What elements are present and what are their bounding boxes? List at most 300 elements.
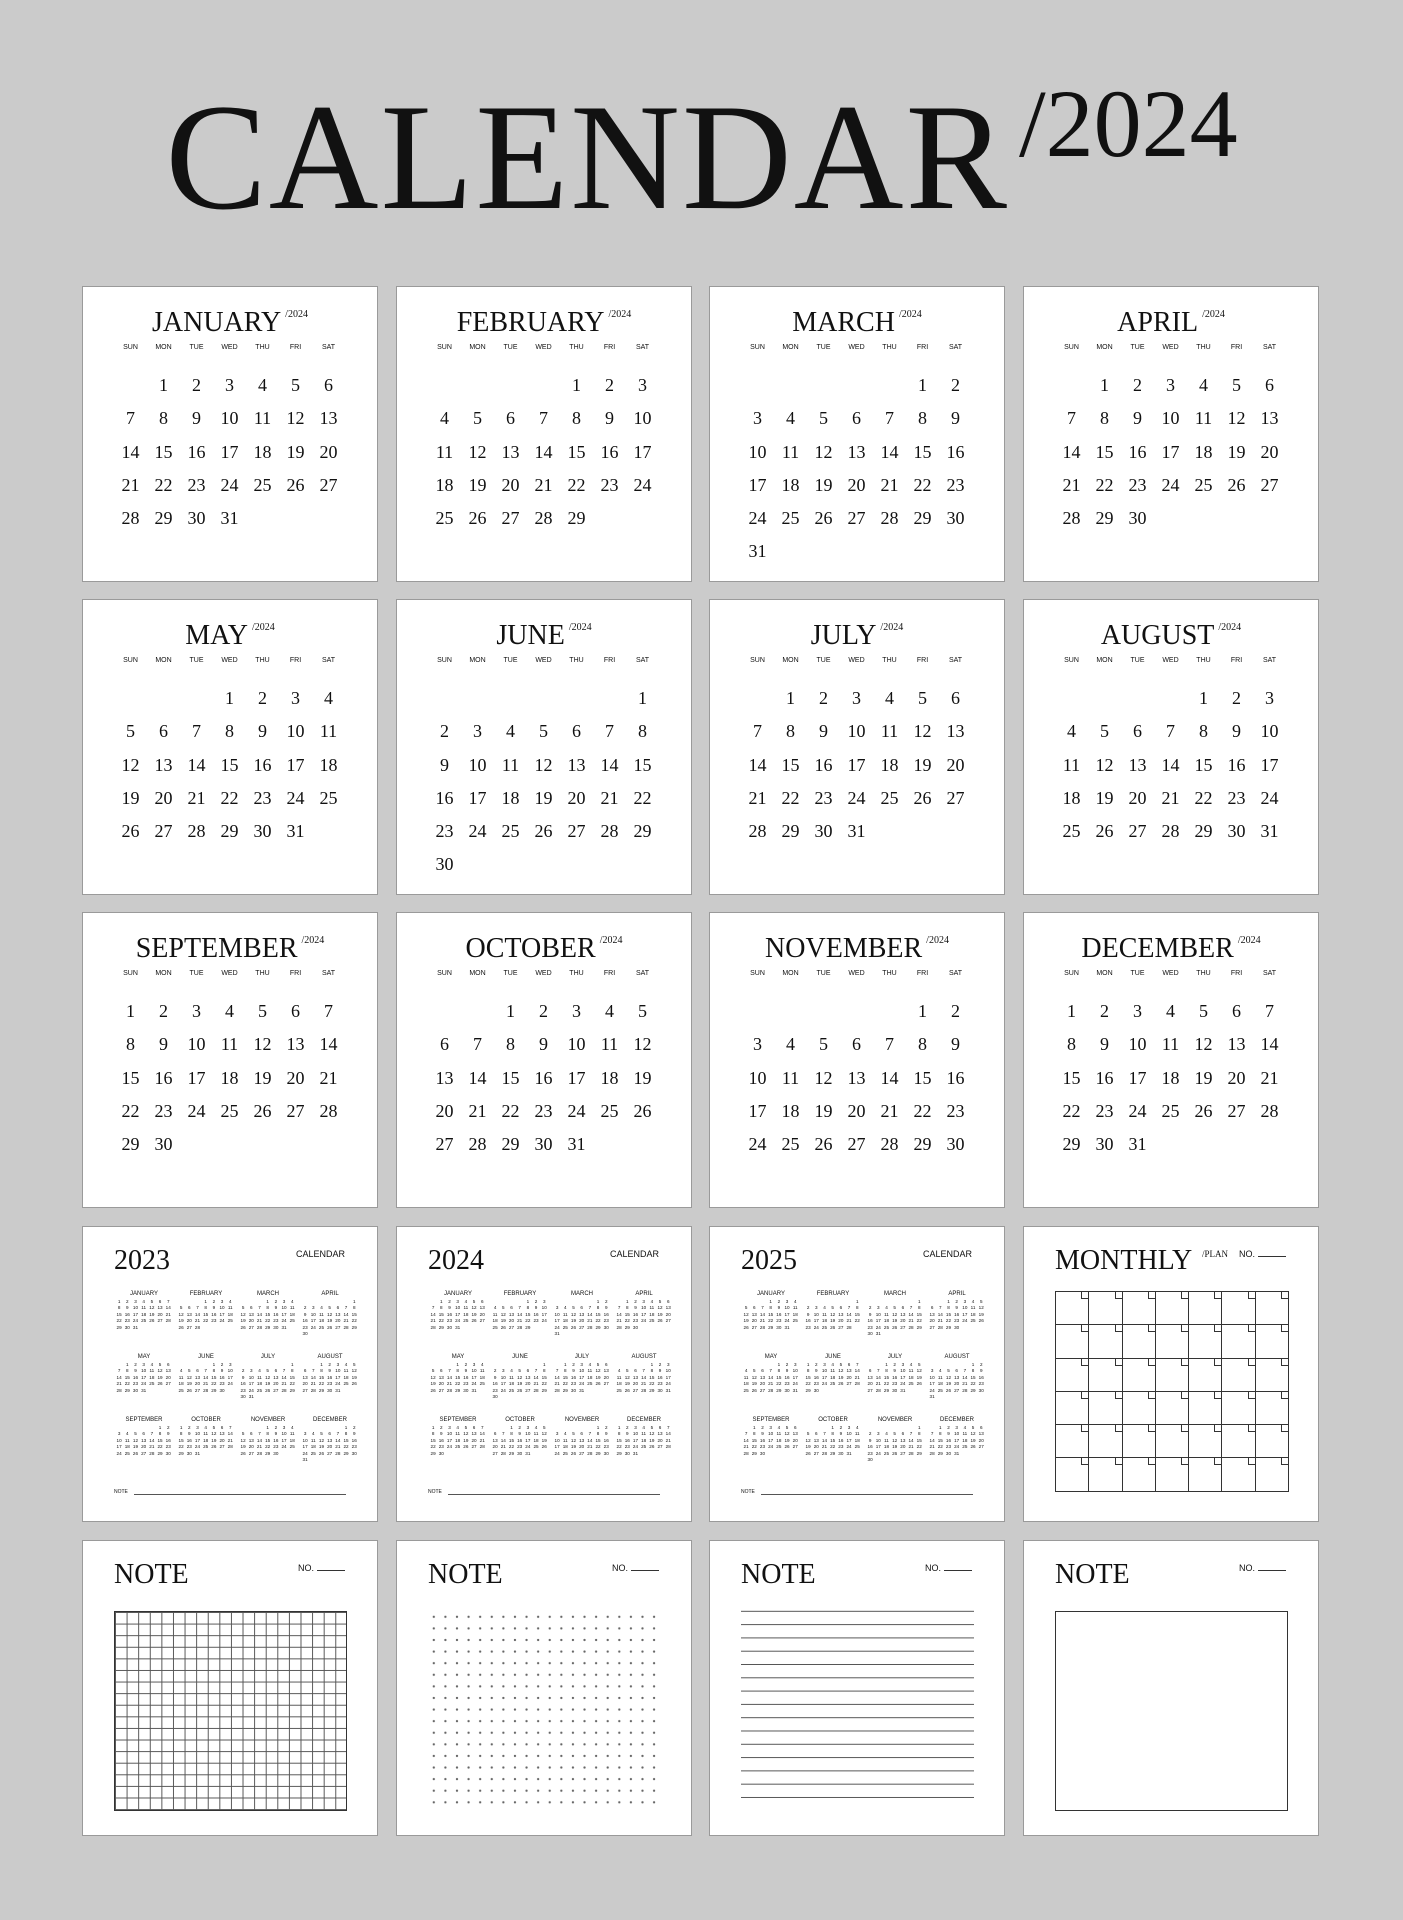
- plan-cell[interactable]: [1156, 1425, 1189, 1458]
- day-cell[interactable]: 19: [468, 474, 487, 495]
- day-cell[interactable]: 30: [154, 1134, 173, 1155]
- day-cell[interactable]: 24: [220, 474, 239, 495]
- day-cell[interactable]: 28: [1062, 508, 1081, 529]
- day-cell[interactable]: 3: [1166, 375, 1175, 395]
- day-cell[interactable]: 20: [501, 474, 520, 495]
- day-cell[interactable]: 29: [220, 821, 239, 842]
- plan-cell[interactable]: [1189, 1458, 1222, 1491]
- plan-cell[interactable]: [1056, 1292, 1089, 1325]
- day-cell[interactable]: 13: [1128, 754, 1147, 775]
- day-cell[interactable]: 23: [814, 787, 833, 808]
- day-cell[interactable]: 29: [633, 821, 652, 842]
- day-cell[interactable]: 1: [225, 688, 234, 708]
- day-cell[interactable]: 17: [567, 1067, 586, 1088]
- plan-cell[interactable]: [1056, 1425, 1089, 1458]
- day-cell[interactable]: 22: [781, 787, 800, 808]
- day-cell[interactable]: 14: [1161, 754, 1180, 775]
- plan-cell[interactable]: [1089, 1392, 1122, 1425]
- day-cell[interactable]: 29: [501, 1134, 520, 1155]
- day-cell[interactable]: 11: [1161, 1034, 1180, 1055]
- day-cell[interactable]: 14: [468, 1067, 487, 1088]
- day-cell[interactable]: 20: [847, 474, 866, 495]
- day-cell[interactable]: 13: [567, 754, 586, 775]
- day-cell[interactable]: 21: [121, 474, 140, 495]
- day-cell[interactable]: 24: [748, 1134, 767, 1155]
- day-cell[interactable]: 6: [324, 375, 333, 395]
- day-cell[interactable]: 25: [1161, 1100, 1180, 1121]
- day-cell[interactable]: 20: [567, 787, 586, 808]
- day-cell[interactable]: 12: [286, 408, 305, 429]
- day-cell[interactable]: 14: [1260, 1034, 1279, 1055]
- day-cell[interactable]: 16: [1095, 1067, 1114, 1088]
- day-cell[interactable]: 12: [121, 754, 140, 775]
- plan-cell[interactable]: [1089, 1458, 1122, 1491]
- day-cell[interactable]: 1: [1100, 375, 1109, 395]
- day-cell[interactable]: 19: [814, 474, 833, 495]
- day-cell[interactable]: 13: [501, 441, 520, 462]
- day-cell[interactable]: 9: [1232, 721, 1241, 742]
- day-cell[interactable]: 14: [319, 1034, 338, 1055]
- day-cell[interactable]: 18: [319, 754, 338, 775]
- plan-cell[interactable]: [1089, 1359, 1122, 1392]
- day-cell[interactable]: 2: [1232, 688, 1241, 708]
- day-cell[interactable]: 18: [253, 441, 272, 462]
- day-cell[interactable]: 12: [468, 441, 487, 462]
- day-cell[interactable]: 8: [506, 1034, 515, 1055]
- day-cell[interactable]: 4: [440, 408, 449, 429]
- day-cell[interactable]: 20: [319, 441, 338, 462]
- day-cell[interactable]: 13: [154, 754, 173, 775]
- day-cell[interactable]: 30: [946, 1134, 965, 1155]
- day-cell[interactable]: 17: [468, 787, 487, 808]
- day-cell[interactable]: 4: [506, 721, 515, 742]
- day-cell[interactable]: 3: [572, 1001, 581, 1021]
- day-cell[interactable]: 26: [121, 821, 140, 842]
- day-cell[interactable]: 7: [1067, 408, 1076, 429]
- day-cell[interactable]: 24: [1161, 474, 1180, 495]
- day-cell[interactable]: 21: [880, 1100, 899, 1121]
- day-cell[interactable]: 18: [1062, 787, 1081, 808]
- day-cell[interactable]: 27: [286, 1100, 305, 1121]
- day-cell[interactable]: 22: [633, 787, 652, 808]
- day-cell[interactable]: 6: [159, 721, 168, 742]
- day-cell[interactable]: 7: [324, 1001, 333, 1021]
- day-cell[interactable]: 22: [913, 1100, 932, 1121]
- day-cell[interactable]: 10: [567, 1034, 586, 1055]
- note-writing-area[interactable]: [1055, 1611, 1288, 1811]
- day-cell[interactable]: 1: [1067, 1001, 1076, 1021]
- day-cell[interactable]: 11: [781, 441, 800, 462]
- day-cell[interactable]: 22: [913, 474, 932, 495]
- day-cell[interactable]: 31: [567, 1134, 586, 1155]
- day-cell[interactable]: 13: [847, 441, 866, 462]
- day-cell[interactable]: 13: [319, 408, 338, 429]
- day-cell[interactable]: 16: [946, 1067, 965, 1088]
- plan-cell[interactable]: [1256, 1359, 1289, 1392]
- day-cell[interactable]: 17: [1260, 754, 1279, 775]
- day-cell[interactable]: 3: [1133, 1001, 1142, 1021]
- day-cell[interactable]: 22: [154, 474, 173, 495]
- day-cell[interactable]: 21: [880, 474, 899, 495]
- day-cell[interactable]: 13: [1227, 1034, 1246, 1055]
- day-cell[interactable]: 5: [473, 408, 482, 429]
- day-cell[interactable]: 8: [225, 721, 234, 742]
- day-cell[interactable]: 8: [918, 1034, 927, 1055]
- day-cell[interactable]: 28: [600, 821, 619, 842]
- day-cell[interactable]: 14: [600, 754, 619, 775]
- day-cell[interactable]: 16: [1227, 754, 1246, 775]
- day-cell[interactable]: 29: [567, 508, 586, 529]
- day-cell[interactable]: 4: [324, 688, 333, 708]
- day-cell[interactable]: 2: [819, 688, 828, 708]
- day-cell[interactable]: 21: [1062, 474, 1081, 495]
- day-cell[interactable]: 10: [847, 721, 866, 742]
- day-cell[interactable]: 7: [192, 721, 201, 742]
- day-cell[interactable]: 30: [1128, 508, 1147, 529]
- day-cell[interactable]: 4: [1199, 375, 1208, 395]
- plan-cell[interactable]: [1189, 1292, 1222, 1325]
- day-cell[interactable]: 4: [258, 375, 267, 395]
- plan-cell[interactable]: [1156, 1458, 1189, 1491]
- plan-cell[interactable]: [1256, 1292, 1289, 1325]
- day-cell[interactable]: 10: [748, 441, 767, 462]
- day-cell[interactable]: 4: [1166, 1001, 1175, 1021]
- day-cell[interactable]: 29: [913, 1134, 932, 1155]
- day-cell[interactable]: 27: [1260, 474, 1279, 495]
- day-cell[interactable]: 20: [435, 1100, 454, 1121]
- day-cell[interactable]: 3: [291, 688, 300, 708]
- day-cell[interactable]: 5: [638, 1001, 647, 1021]
- day-cell[interactable]: 5: [126, 721, 135, 742]
- day-cell[interactable]: 9: [951, 1034, 960, 1055]
- day-cell[interactable]: 8: [1100, 408, 1109, 429]
- day-cell[interactable]: 24: [468, 821, 487, 842]
- day-cell[interactable]: 19: [1194, 1067, 1213, 1088]
- day-cell[interactable]: 3: [638, 375, 647, 395]
- plan-cell[interactable]: [1189, 1359, 1222, 1392]
- day-cell[interactable]: 12: [814, 1067, 833, 1088]
- day-cell[interactable]: 26: [286, 474, 305, 495]
- day-cell[interactable]: 28: [880, 508, 899, 529]
- day-cell[interactable]: 27: [847, 1134, 866, 1155]
- day-cell[interactable]: 2: [440, 721, 449, 742]
- day-cell[interactable]: 25: [1194, 474, 1213, 495]
- day-cell[interactable]: 14: [748, 754, 767, 775]
- day-cell[interactable]: 4: [225, 1001, 234, 1021]
- day-cell[interactable]: 26: [913, 787, 932, 808]
- day-cell[interactable]: 16: [600, 441, 619, 462]
- day-cell[interactable]: 20: [286, 1067, 305, 1088]
- day-cell[interactable]: 18: [220, 1067, 239, 1088]
- day-cell[interactable]: 19: [286, 441, 305, 462]
- day-cell[interactable]: 29: [1194, 821, 1213, 842]
- day-cell[interactable]: 1: [506, 1001, 515, 1021]
- day-cell[interactable]: 4: [1067, 721, 1076, 742]
- day-cell[interactable]: 20: [1227, 1067, 1246, 1088]
- day-cell[interactable]: 10: [633, 408, 652, 429]
- day-cell[interactable]: 2: [539, 1001, 548, 1021]
- day-cell[interactable]: 27: [154, 821, 173, 842]
- plan-cell[interactable]: [1156, 1392, 1189, 1425]
- day-cell[interactable]: 10: [748, 1067, 767, 1088]
- day-cell[interactable]: 16: [814, 754, 833, 775]
- day-cell[interactable]: 14: [534, 441, 553, 462]
- day-cell[interactable]: 1: [918, 1001, 927, 1021]
- day-cell[interactable]: 7: [885, 1034, 894, 1055]
- day-cell[interactable]: 28: [121, 508, 140, 529]
- day-cell[interactable]: 23: [600, 474, 619, 495]
- plan-cell[interactable]: [1056, 1392, 1089, 1425]
- plan-cell[interactable]: [1222, 1292, 1255, 1325]
- day-cell[interactable]: 7: [885, 408, 894, 429]
- day-cell[interactable]: 25: [319, 787, 338, 808]
- day-cell[interactable]: 1: [638, 688, 647, 708]
- plan-cell[interactable]: [1089, 1425, 1122, 1458]
- day-cell[interactable]: 12: [1095, 754, 1114, 775]
- day-cell[interactable]: 18: [880, 754, 899, 775]
- day-cell[interactable]: 31: [220, 508, 239, 529]
- day-cell[interactable]: 15: [781, 754, 800, 775]
- day-cell[interactable]: 15: [913, 441, 932, 462]
- day-cell[interactable]: 23: [946, 474, 965, 495]
- day-cell[interactable]: 28: [748, 821, 767, 842]
- day-cell[interactable]: 28: [187, 821, 206, 842]
- plan-cell[interactable]: [1256, 1325, 1289, 1358]
- day-cell[interactable]: 19: [534, 787, 553, 808]
- day-cell[interactable]: 5: [819, 1034, 828, 1055]
- day-cell[interactable]: 17: [187, 1067, 206, 1088]
- day-cell[interactable]: 29: [154, 508, 173, 529]
- day-cell[interactable]: 29: [121, 1134, 140, 1155]
- plan-cell[interactable]: [1123, 1325, 1156, 1358]
- day-cell[interactable]: 24: [1260, 787, 1279, 808]
- day-cell[interactable]: 1: [126, 1001, 135, 1021]
- day-cell[interactable]: 12: [913, 721, 932, 742]
- day-cell[interactable]: 1: [572, 375, 581, 395]
- day-cell[interactable]: 14: [880, 441, 899, 462]
- day-cell[interactable]: 5: [918, 688, 927, 708]
- plan-cell[interactable]: [1256, 1458, 1289, 1491]
- plan-cell[interactable]: [1256, 1392, 1289, 1425]
- day-cell[interactable]: 6: [506, 408, 515, 429]
- day-cell[interactable]: 27: [567, 821, 586, 842]
- day-cell[interactable]: 5: [291, 375, 300, 395]
- day-cell[interactable]: 15: [1062, 1067, 1081, 1088]
- plan-cell[interactable]: [1222, 1392, 1255, 1425]
- day-cell[interactable]: 21: [1260, 1067, 1279, 1088]
- day-cell[interactable]: 13: [1260, 408, 1279, 429]
- day-cell[interactable]: 23: [946, 1100, 965, 1121]
- day-cell[interactable]: 14: [1062, 441, 1081, 462]
- day-cell[interactable]: 7: [1265, 1001, 1274, 1021]
- day-cell[interactable]: 31: [1260, 821, 1279, 842]
- day-cell[interactable]: 26: [1227, 474, 1246, 495]
- day-cell[interactable]: 19: [633, 1067, 652, 1088]
- day-cell[interactable]: 11: [319, 721, 338, 742]
- day-cell[interactable]: 7: [605, 721, 614, 742]
- day-cell[interactable]: 6: [1265, 375, 1274, 395]
- day-cell[interactable]: 6: [852, 408, 861, 429]
- day-cell[interactable]: 27: [847, 508, 866, 529]
- day-cell[interactable]: 25: [600, 1100, 619, 1121]
- day-cell[interactable]: 5: [539, 721, 548, 742]
- day-cell[interactable]: 16: [534, 1067, 553, 1088]
- day-cell[interactable]: 5: [1199, 1001, 1208, 1021]
- day-cell[interactable]: 17: [1161, 441, 1180, 462]
- day-cell[interactable]: 15: [501, 1067, 520, 1088]
- day-cell[interactable]: 13: [286, 1034, 305, 1055]
- day-cell[interactable]: 23: [1095, 1100, 1114, 1121]
- plan-cell[interactable]: [1156, 1292, 1189, 1325]
- day-cell[interactable]: 21: [187, 787, 206, 808]
- day-cell[interactable]: 6: [852, 1034, 861, 1055]
- day-cell[interactable]: 24: [633, 474, 652, 495]
- day-cell[interactable]: 27: [1227, 1100, 1246, 1121]
- day-cell[interactable]: 11: [253, 408, 272, 429]
- day-cell[interactable]: 21: [468, 1100, 487, 1121]
- day-cell[interactable]: 8: [572, 408, 581, 429]
- day-cell[interactable]: 30: [534, 1134, 553, 1155]
- day-cell[interactable]: 29: [1062, 1134, 1081, 1155]
- day-cell[interactable]: 15: [121, 1067, 140, 1088]
- day-cell[interactable]: 4: [786, 408, 795, 429]
- plan-cell[interactable]: [1156, 1359, 1189, 1392]
- day-cell[interactable]: 29: [1095, 508, 1114, 529]
- plan-cell[interactable]: [1189, 1425, 1222, 1458]
- day-cell[interactable]: 4: [786, 1034, 795, 1055]
- day-cell[interactable]: 25: [880, 787, 899, 808]
- day-cell[interactable]: 13: [946, 721, 965, 742]
- day-cell[interactable]: 6: [1133, 721, 1142, 742]
- day-cell[interactable]: 1: [159, 375, 168, 395]
- day-cell[interactable]: 11: [600, 1034, 619, 1055]
- day-cell[interactable]: 8: [638, 721, 647, 742]
- day-cell[interactable]: 15: [1095, 441, 1114, 462]
- day-cell[interactable]: 18: [501, 787, 520, 808]
- day-cell[interactable]: 2: [1133, 375, 1142, 395]
- plan-cell[interactable]: [1089, 1292, 1122, 1325]
- day-cell[interactable]: 6: [440, 1034, 449, 1055]
- day-cell[interactable]: 2: [159, 1001, 168, 1021]
- day-cell[interactable]: 18: [1161, 1067, 1180, 1088]
- day-cell[interactable]: 16: [1128, 441, 1147, 462]
- plan-cell[interactable]: [1156, 1325, 1189, 1358]
- day-cell[interactable]: 12: [1227, 408, 1246, 429]
- day-cell[interactable]: 29: [781, 821, 800, 842]
- day-cell[interactable]: 2: [258, 688, 267, 708]
- day-cell[interactable]: 19: [253, 1067, 272, 1088]
- day-cell[interactable]: 28: [468, 1134, 487, 1155]
- day-cell[interactable]: 18: [781, 1100, 800, 1121]
- day-cell[interactable]: 14: [187, 754, 206, 775]
- day-cell[interactable]: 24: [286, 787, 305, 808]
- day-cell[interactable]: 19: [121, 787, 140, 808]
- plan-cell[interactable]: [1123, 1392, 1156, 1425]
- day-cell[interactable]: 9: [159, 1034, 168, 1055]
- day-cell[interactable]: 26: [814, 508, 833, 529]
- day-cell[interactable]: 9: [951, 408, 960, 429]
- plan-cell[interactable]: [1123, 1359, 1156, 1392]
- day-cell[interactable]: 19: [814, 1100, 833, 1121]
- day-cell[interactable]: 20: [154, 787, 173, 808]
- day-cell[interactable]: 9: [539, 1034, 548, 1055]
- day-cell[interactable]: 20: [946, 754, 965, 775]
- day-cell[interactable]: 10: [468, 754, 487, 775]
- day-cell[interactable]: 26: [814, 1134, 833, 1155]
- day-cell[interactable]: 31: [1128, 1134, 1147, 1155]
- day-cell[interactable]: 21: [319, 1067, 338, 1088]
- day-cell[interactable]: 15: [1194, 754, 1213, 775]
- day-cell[interactable]: 5: [258, 1001, 267, 1021]
- day-cell[interactable]: 3: [852, 688, 861, 708]
- day-cell[interactable]: 30: [814, 821, 833, 842]
- day-cell[interactable]: 25: [781, 508, 800, 529]
- day-cell[interactable]: 23: [1128, 474, 1147, 495]
- day-cell[interactable]: 17: [220, 441, 239, 462]
- day-cell[interactable]: 24: [187, 1100, 206, 1121]
- day-cell[interactable]: 26: [468, 508, 487, 529]
- plan-cell[interactable]: [1123, 1292, 1156, 1325]
- day-cell[interactable]: 2: [951, 1001, 960, 1021]
- plan-cell[interactable]: [1056, 1458, 1089, 1491]
- day-cell[interactable]: 8: [126, 1034, 135, 1055]
- day-cell[interactable]: 11: [1194, 408, 1213, 429]
- plan-cell[interactable]: [1222, 1325, 1255, 1358]
- note-writing-area[interactable]: [114, 1611, 347, 1811]
- day-cell[interactable]: 7: [1166, 721, 1175, 742]
- day-cell[interactable]: 1: [918, 375, 927, 395]
- day-cell[interactable]: 26: [253, 1100, 272, 1121]
- day-cell[interactable]: 8: [1199, 721, 1208, 742]
- day-cell[interactable]: 17: [1128, 1067, 1147, 1088]
- day-cell[interactable]: 23: [154, 1100, 173, 1121]
- day-cell[interactable]: 25: [501, 821, 520, 842]
- day-cell[interactable]: 30: [187, 508, 206, 529]
- day-cell[interactable]: 9: [192, 408, 201, 429]
- day-cell[interactable]: 16: [253, 754, 272, 775]
- day-cell[interactable]: 25: [220, 1100, 239, 1121]
- day-cell[interactable]: 24: [847, 787, 866, 808]
- day-cell[interactable]: 20: [1260, 441, 1279, 462]
- day-cell[interactable]: 14: [880, 1067, 899, 1088]
- day-cell[interactable]: 28: [534, 508, 553, 529]
- day-cell[interactable]: 26: [1194, 1100, 1213, 1121]
- day-cell[interactable]: 9: [819, 721, 828, 742]
- day-cell[interactable]: 6: [572, 721, 581, 742]
- day-cell[interactable]: 8: [786, 721, 795, 742]
- day-cell[interactable]: 14: [121, 441, 140, 462]
- day-cell[interactable]: 17: [748, 1100, 767, 1121]
- day-cell[interactable]: 27: [946, 787, 965, 808]
- day-cell[interactable]: 28: [319, 1100, 338, 1121]
- plan-cell[interactable]: [1222, 1359, 1255, 1392]
- day-cell[interactable]: 6: [1232, 1001, 1241, 1021]
- day-cell[interactable]: 28: [880, 1134, 899, 1155]
- day-cell[interactable]: 18: [600, 1067, 619, 1088]
- plan-cell[interactable]: [1256, 1425, 1289, 1458]
- day-cell[interactable]: 25: [435, 508, 454, 529]
- day-cell[interactable]: 20: [1128, 787, 1147, 808]
- day-cell[interactable]: 28: [1161, 821, 1180, 842]
- day-cell[interactable]: 6: [291, 1001, 300, 1021]
- day-cell[interactable]: 25: [1062, 821, 1081, 842]
- day-cell[interactable]: 12: [534, 754, 553, 775]
- day-cell[interactable]: 31: [748, 541, 767, 562]
- day-cell[interactable]: 22: [121, 1100, 140, 1121]
- day-cell[interactable]: 4: [885, 688, 894, 708]
- day-cell[interactable]: 18: [1194, 441, 1213, 462]
- day-cell[interactable]: 21: [1161, 787, 1180, 808]
